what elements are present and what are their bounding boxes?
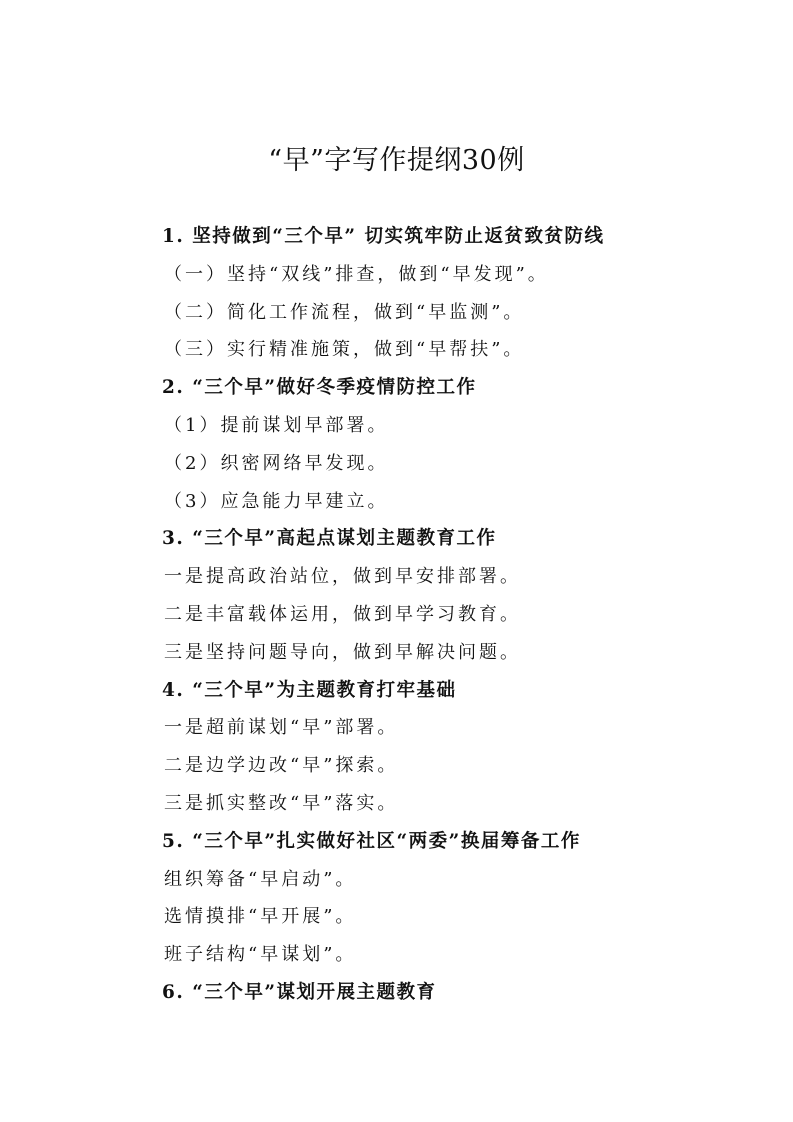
section-heading: 1. 坚持做到“三个早” 切实筑牢防止返贫致贫防线 [162,226,605,247]
section-heading: 6. “三个早”谋划开展主题教育 [162,981,437,1003]
section-heading: 3. “三个早”高起点谋划主题教育工作 [162,528,497,550]
outline-item: 二是丰富载体运用，做到早学习教育。 [164,603,521,625]
outline-item: （二）简化工作流程，做到“早监测”。 [164,301,525,323]
outline-item: （三）实行精准施策，做到“早帮扶”。 [164,339,525,361]
outline-item: 三是坚持问题导向，做到早解决问题。 [164,641,521,663]
outline-item: （2）织密网络早发现。 [164,452,389,474]
outline-item: 一是超前谋划“早”部署。 [164,717,399,739]
document-body [162,218,762,1012]
outline-item: （1）提前谋划早部署。 [164,414,389,436]
section-heading: 5. “三个早”扎实做好社区“两委”换届筹备工作 [162,830,581,852]
document-title: “早”字写作提纲30例 [268,145,525,176]
outline-item: 二是边学边改“早”探索。 [164,755,399,777]
outline-item: （3）应急能力早建立。 [164,490,389,512]
outline-item: 选情摸排“早开展”。 [164,906,357,928]
section-heading: 4. “三个早”为主题教育打牢基础 [162,679,457,701]
outline-item: 三是抓实整改“早”落实。 [164,792,399,814]
outline-item: （一）坚持“双线”排查，做到“早发现”。 [164,263,549,285]
outline-item: 组织筹备“早启动”。 [164,868,357,890]
outline-item: 班子结构“早谋划”。 [164,944,357,966]
outline-item: 一是提高政治站位，做到早安排部署。 [164,566,521,588]
section-heading: 2. “三个早”做好冬季疫情防控工作 [162,377,477,399]
